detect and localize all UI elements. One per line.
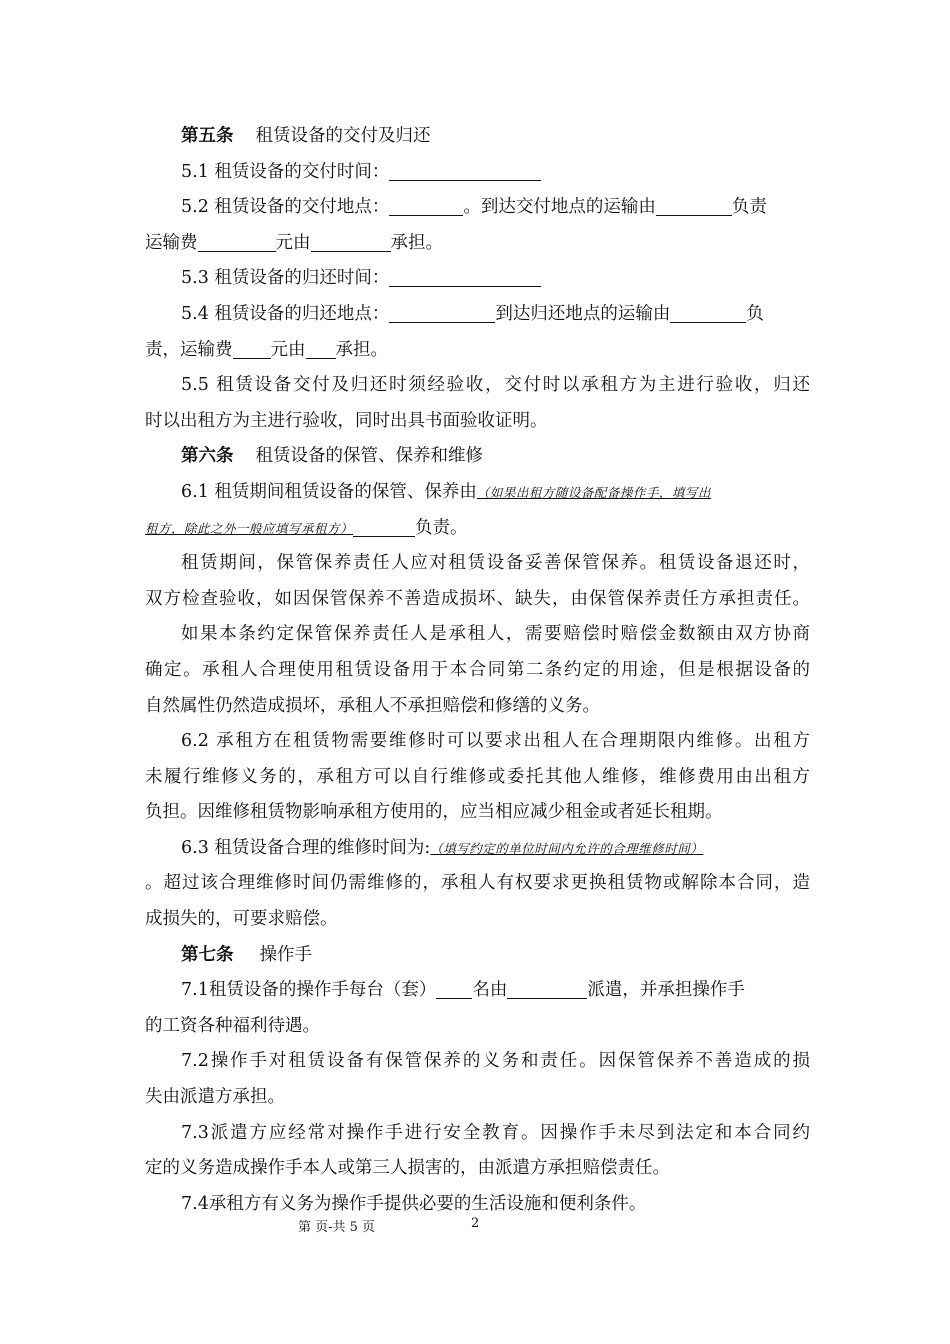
blank-field[interactable] — [389, 268, 541, 287]
paragraph-text: 双方检查验收，如因保管保养不善造成损坏、缺失，由保管保养责任方承担责任。 — [145, 588, 810, 609]
clause-6-3-cont: 。超过该合理维修时间仍需维修的，承租人有权要求更换租赁物或解除本合同，造 — [145, 873, 810, 894]
blank-field[interactable] — [507, 980, 587, 999]
article-7-heading — [145, 938, 810, 974]
article-title: 租赁设备的保管、保养和维修 — [255, 446, 483, 467]
blank-field[interactable] — [656, 197, 732, 216]
clause-7-1: 7.1租赁设备的操作手每台（套） 名由 派遣，并承担操作手 — [181, 980, 745, 1001]
clause-5-3: 5.3 租赁设备的归还时间： — [145, 261, 810, 297]
clause-6-2: 6.2 承租方在租赁物需要维修时可以要求出租人在合理期限内维修。出租方 — [181, 731, 810, 752]
fill-in-instruction: 租方，除此之外一般应填写承租方） — [145, 520, 354, 536]
clause-6-1-cont: 租方，除此之外一般应填写承租方） 负责。 — [145, 517, 468, 538]
page-count: 第 页-共 5 页 — [298, 1220, 376, 1235]
clause-5-4: 5.4 租赁设备的归还地点： 到达归还地点的运输由 负 — [181, 303, 764, 324]
fill-in-instruction: （填写约定的单位时间内允许的合理维修时间） — [430, 840, 704, 856]
clause-7-3-cont: 定的义务造成操作手本人或第三人损害的，由派遣方承担赔偿责任。 — [145, 1158, 670, 1179]
clause-6-2-cont: 负担。因维修租赁物影响承租方使用的，应当相应减少租金或者延长租期。 — [145, 802, 723, 823]
paragraph-text: 租赁期间，保管保养责任人应对租赁设备妥善保管保养。租赁设备退还时， — [181, 553, 810, 574]
article-5-heading — [145, 119, 810, 155]
clause-6-3-cont: 成损失的，可要求赔偿。 — [145, 909, 338, 930]
clause-7-4: 7.4承租方有义务为操作手提供必要的生活设施和便利条件。 — [181, 1193, 647, 1214]
clause-6-2-cont: 未履行维修义务的，承租方可以自行维修或委托其他人维修，维修费用由出租方 — [145, 766, 810, 787]
article-title: 租赁设备的交付及归还 — [255, 126, 431, 146]
clause-5-2-cont: 运输费 元由 承担。 — [145, 232, 443, 253]
blank-field[interactable] — [670, 304, 746, 323]
blank-field[interactable] — [311, 233, 391, 252]
clause-5-5-cont: 时以出租方为主进行验收，同时出具书面验收证明。 — [145, 410, 548, 431]
clause-7-2: 7.2操作手对租赁设备有保管保养的义务和责任。因保管保养不善造成的损 — [181, 1051, 810, 1072]
article-6-heading — [145, 439, 810, 475]
clause-7-1-cont: 的工资各种福利待遇。 — [145, 1015, 320, 1036]
article-number: 第六条 — [181, 446, 234, 467]
blank-field[interactable] — [436, 980, 472, 999]
blank-field[interactable] — [233, 340, 271, 359]
clause-6-1: 6.1 租赁期间租赁设备的保管、保养由（如果出租方随设备配备操作手，填写出 — [181, 481, 711, 502]
article-number: 第七条 — [181, 944, 234, 965]
document-body — [145, 119, 810, 1222]
blank-field[interactable] — [198, 233, 276, 252]
blank-field[interactable] — [389, 304, 495, 323]
blank-field[interactable] — [389, 197, 463, 216]
clause-6-3: 6.3 租赁设备合理的维修时间为:（填写约定的单位时间内允许的合理维修时间） — [181, 837, 704, 858]
clause-5-2: 5.2 租赁设备的交付地点： 。到达交付地点的运输由 负责 — [181, 197, 767, 218]
clause-5-1: 5.1 租赁设备的交付时间： — [145, 155, 810, 191]
clause-5-5: 5.5 租赁设备交付及归还时须经验收，交付时以承租方为主进行验收，归还 — [181, 375, 810, 396]
paragraph-text: 确定。承租人合理使用租赁设备用于本合同第二条约定的用途，但是根据设备的 — [145, 659, 810, 680]
blank-field[interactable] — [389, 162, 541, 181]
blank-field[interactable] — [353, 518, 415, 537]
clause-7-2-cont: 失由派遣方承担。 — [145, 1087, 285, 1108]
article-title: 操作手 — [259, 944, 312, 965]
paragraph-text: 如果本条约定保管保养责任人是承租人，需要赔偿时赔偿金数额由双方协商 — [181, 624, 810, 645]
clause-7-3: 7.3派遣方应经常对操作手进行安全教育。因操作手未尽到法定和本合同约 — [181, 1122, 810, 1143]
fill-in-instruction: （如果出租方随设备配备操作手，填写出 — [476, 484, 711, 500]
blank-field[interactable] — [306, 340, 336, 359]
clause-5-4-cont: 责，运输费 元由 承担。 — [145, 339, 388, 360]
article-number: 第五条 — [181, 126, 234, 146]
page-number: 2 — [471, 1216, 480, 1231]
paragraph-text: 自然属性仍然造成损坏，承租人不承担赔偿和修缮的义务。 — [145, 695, 600, 716]
